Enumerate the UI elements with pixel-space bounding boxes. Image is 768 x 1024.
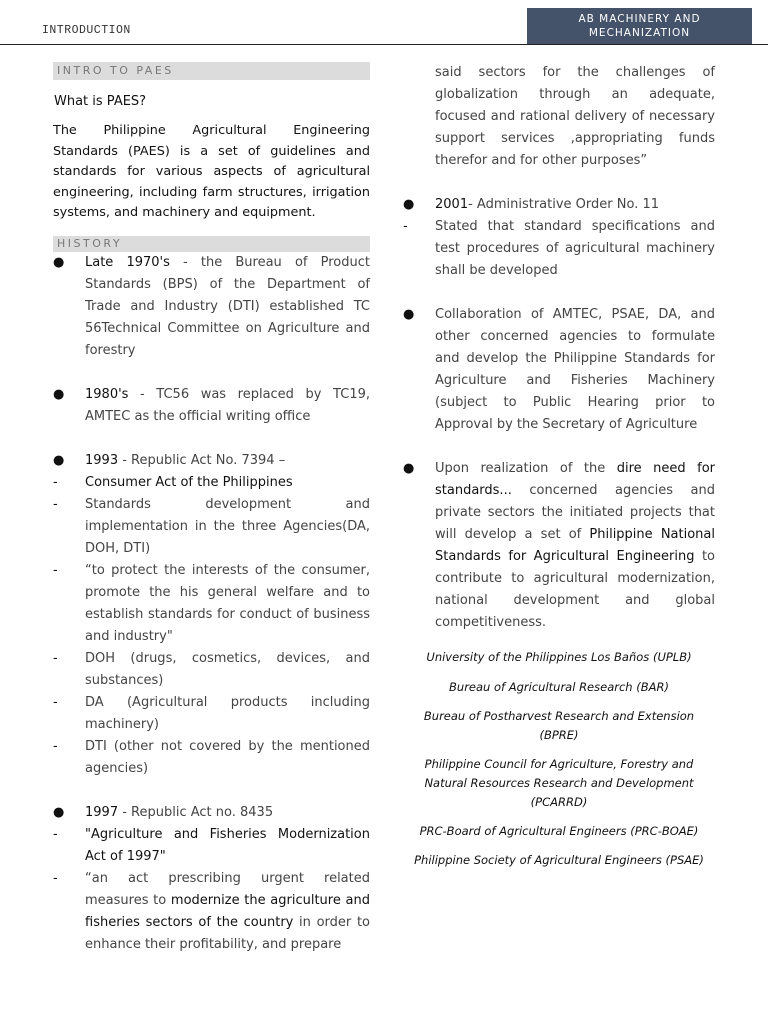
list-item	[403, 458, 715, 634]
item-text: DTI (other not covered by the mentioned agencies)	[85, 738, 370, 776]
year-label: 1997	[85, 804, 119, 820]
item-text-emphasis: modernize the agriculture and fisheries sectors of the country	[85, 892, 370, 930]
dash-marker: -	[53, 738, 58, 754]
header-divider	[0, 44, 768, 45]
institution-name: PRC-Board of Agricultural Engineers (PRC-BOAE)	[419, 824, 699, 838]
dash-marker: -	[53, 474, 58, 490]
list-item	[403, 62, 715, 172]
dash-marker: -	[53, 650, 58, 666]
item-text: Standards development and implementation in the three Agencies(DA, DOH, DTI)	[85, 496, 370, 556]
item-text: - TC56 was replaced by TC19, AMTEC as the official writing office	[85, 386, 370, 424]
item-text: in order to enhance their profitability, and prepare	[85, 914, 370, 952]
dash-marker: -	[53, 562, 58, 578]
list-item	[53, 736, 370, 780]
item-text: Stated that standard specifications and test procedures of agricultural machinery shall be developed	[435, 219, 715, 278]
item-text: said sectors for the challenges of globalization through an adequate, focused and rational delivery of necessary support services ,appropriating funds therefor and for other purposes”	[435, 65, 715, 168]
item-text: Upon realization of the	[435, 461, 617, 476]
list-item	[53, 450, 370, 472]
bullet-marker: ●	[403, 197, 415, 212]
institution-name: Bureau of Agricultural Research (BAR)	[449, 680, 669, 694]
item-text: DA (Agricultural products including machinery)	[85, 694, 370, 732]
dash-marker: -	[53, 826, 58, 842]
list-item	[53, 252, 370, 362]
bullet-marker: ●	[403, 307, 415, 322]
dash-marker: -	[53, 694, 58, 710]
paes-definition: The Philippine Agricultural Engineering Standards (PAES) is a set of guidelines and standards for various aspects of agricultural engineering, including farm structures, irrigation systems, and machinery and equipment.	[53, 123, 370, 220]
bullet-marker: ●	[53, 254, 65, 270]
item-text: - Republic Act No. 7394 –	[118, 452, 286, 468]
item-text: - the Bureau of Product Standards (BPS) of the Department of Trade and Industry (DTI) established TC 56Technical Committee on Agriculture and forestry	[85, 254, 370, 358]
item-text: concerned agencies and private sectors the initiated projects that will develop a set of	[435, 483, 715, 542]
year-label: 1980's	[85, 386, 129, 402]
document-title-box	[527, 8, 752, 44]
item-text: “to protect the interests of the consumer, promote the his general welfare and to establish standards for conduct of business and industry"	[85, 562, 370, 644]
list-item	[403, 216, 715, 282]
year-label: Late 1970's	[85, 254, 170, 270]
list-item	[53, 824, 370, 868]
list-item	[53, 384, 370, 428]
bullet-marker: ●	[53, 452, 65, 468]
list-item	[53, 802, 370, 824]
dash-marker: -	[53, 870, 58, 886]
item-text: to contribute to agricultural modernization, national development and global competitiveness.	[435, 549, 715, 630]
bullet-marker: ●	[403, 461, 415, 476]
item-text: "Agriculture and Fisheries Modernization Act of 1997"	[85, 826, 370, 864]
item-text: Consumer Act of the Philippines	[85, 474, 293, 490]
item-text: “an act prescribing urgent related measures to	[85, 870, 370, 908]
section-label: INTRODUCTION	[42, 24, 131, 37]
list-item	[53, 868, 370, 956]
history-heading: HISTORY	[53, 236, 370, 252]
title-line-1: AB MACHINERY AND	[578, 13, 701, 25]
institution-name: Philippine Council for Agriculture, Forestry and Natural Resources Research and Development (PCARRD)	[424, 757, 694, 809]
year-label: 2001	[435, 197, 469, 212]
title-line-2: MECHANIZATION	[588, 27, 691, 39]
item-text-emphasis: Philippine National Standards for Agricultural Engineering	[435, 527, 715, 564]
bullet-marker: ●	[53, 804, 65, 820]
item-text: DOH (drugs, cosmetics, devices, and substances)	[85, 650, 370, 688]
item-text: - Republic Act no. 8435	[118, 804, 274, 820]
dash-marker: -	[53, 496, 58, 512]
institution-name: University of the Philippines Los Baños (UPLB)	[426, 650, 692, 664]
bullet-marker: ●	[53, 386, 65, 402]
item-text: - Administrative Order No. 11	[468, 197, 660, 212]
list-item	[53, 648, 370, 692]
institution-list	[403, 648, 715, 870]
intro-heading: INTRO TO PAES	[53, 62, 370, 80]
item-text-emphasis: dire need for standards...	[435, 461, 715, 498]
list-item	[403, 304, 715, 436]
list-item	[403, 194, 715, 216]
left-column	[53, 62, 370, 956]
list-item	[53, 560, 370, 648]
list-item	[53, 494, 370, 560]
year-label: 1993	[85, 452, 119, 468]
right-column	[403, 62, 715, 870]
item-text: Collaboration of AMTEC, PSAE, DA, and other concerned agencies to formulate and develop the Philippine Standards for Agriculture and Fisheries Machinery (subject to Public Hearing prior to Approval by the Secretary of Agriculture	[435, 307, 715, 432]
institution-name: Philippine Society of Agricultural Engineers (PSAE)	[414, 853, 704, 867]
question-heading: What is PAES?	[54, 94, 147, 109]
dash-marker: -	[403, 219, 408, 234]
institution-name: Bureau of Postharvest Research and Extension (BPRE)	[423, 709, 695, 742]
list-item	[53, 692, 370, 736]
list-item	[53, 472, 370, 494]
